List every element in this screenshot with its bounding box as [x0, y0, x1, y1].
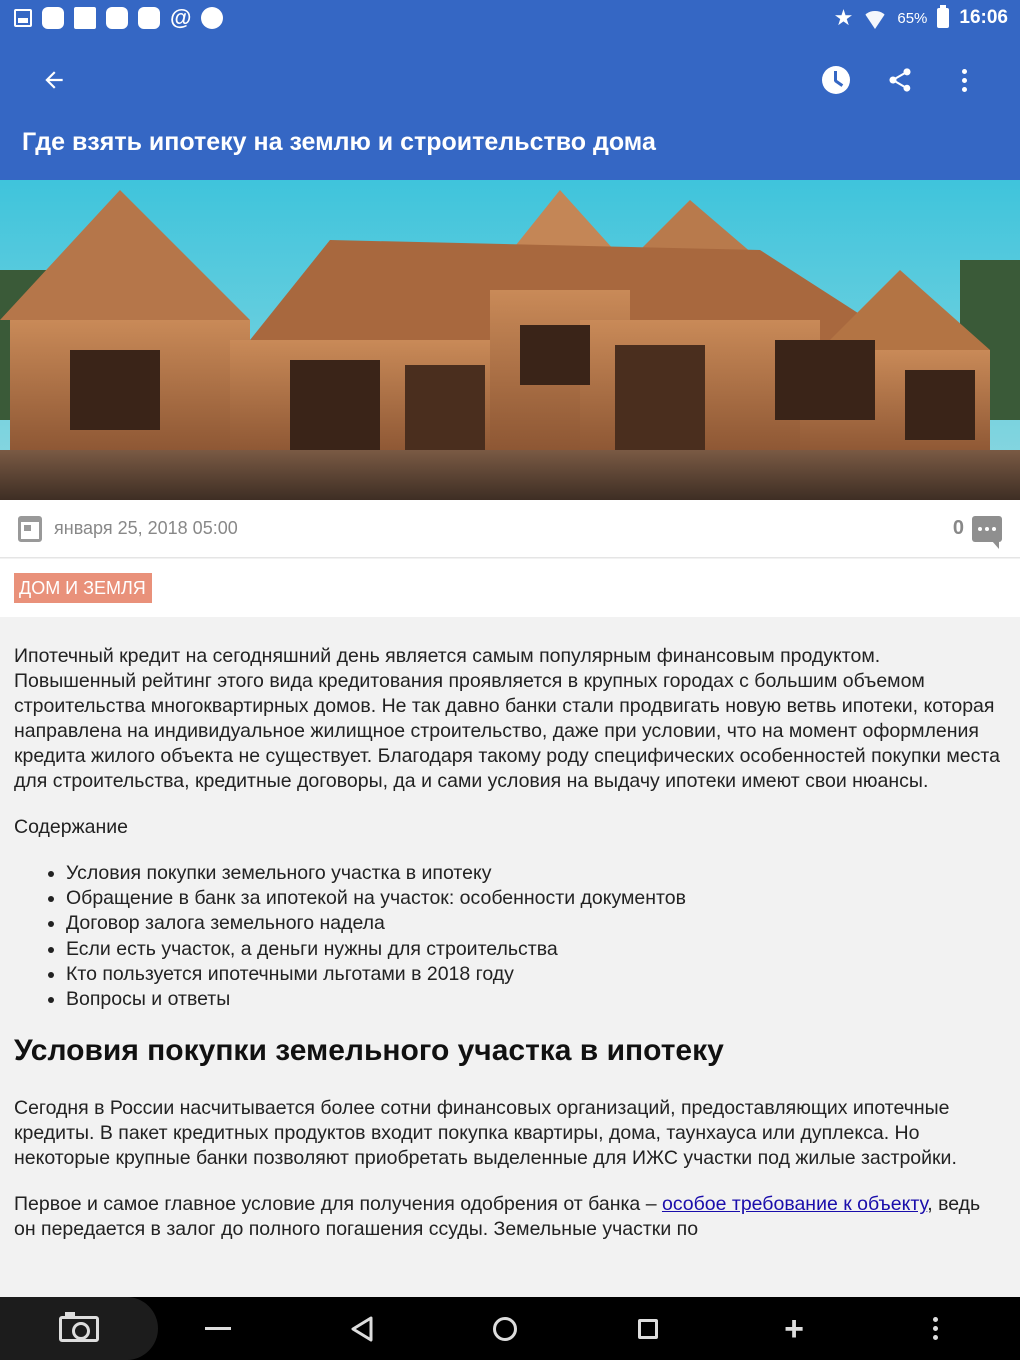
- share-icon: [886, 66, 914, 94]
- app-bar: [0, 36, 1020, 180]
- app-icon: [74, 7, 96, 29]
- page-title: Где взять ипотеку на землю и строительство дома: [22, 128, 656, 156]
- comment-count: 0: [952, 517, 964, 539]
- article-meta: [0, 500, 1020, 558]
- table-of-contents: [14, 861, 1006, 1012]
- toc-item[interactable]: • Если есть участок, а деньги нужны для строительства: [66, 937, 1006, 962]
- paragraph-text: , ведь он передается в залог до полного погашения ссуды. Земельные участки по: [14, 1193, 981, 1241]
- volume-down-button[interactable]: [188, 1297, 248, 1360]
- toc-label: Содержание: [14, 816, 128, 838]
- object-requirement-link[interactable]: особое требование к объекту: [661, 1193, 928, 1216]
- history-icon: [822, 66, 850, 94]
- volume-up-button[interactable]: [764, 1297, 824, 1360]
- at-icon: @: [170, 5, 192, 30]
- home-circle-icon: [493, 1317, 517, 1341]
- recent-square-icon: [638, 1319, 658, 1339]
- screenshot-button[interactable]: [0, 1297, 158, 1360]
- share-button[interactable]: [878, 58, 922, 102]
- house-construction-image: [0, 180, 1020, 500]
- intro-paragraph: Ипотечный кредит на сегодняшний день является самым популярным финансовым продуктом. Повышенный рейтинг этого вида кредитования проявляется в крупных городах с большим объемом строительства многоквартирных домов. Не так давно банки стали продвигать новую ветвь ипотеки, которая направлена на индивидуальное жилищное строительство, даже при условии, что на момент оформления кредита жилого объекта не существует. Благодаря такому роду специфических особенностей покупки места для строительства, кредитные договоры, да и сами условия на выдачу ипотеки имеют свои нюансы.: [14, 645, 1000, 792]
- body-paragraph: [14, 1192, 1006, 1242]
- publish-date: января 25, 2018 05:00: [54, 518, 238, 538]
- more-vertical-icon: [933, 1317, 938, 1340]
- category-tag[interactable]: ДОМ И ЗЕМЛЯ: [14, 573, 152, 603]
- comment-icon: [972, 516, 1002, 542]
- back-triangle-icon: [349, 1315, 375, 1343]
- minus-icon: [205, 1327, 231, 1330]
- app-icon: [106, 7, 128, 29]
- clock-time: 16:06: [959, 7, 1008, 28]
- hero-image: [0, 180, 1020, 500]
- system-icons: [834, 5, 1008, 31]
- comments-button[interactable]: [953, 516, 1002, 542]
- toc-item[interactable]: • Условия покупки земельного участка в ипотеку: [66, 861, 1006, 886]
- navigation-bar: [0, 1297, 1020, 1360]
- arrow-left-icon: [41, 67, 67, 93]
- nav-menu-button[interactable]: [905, 1297, 965, 1360]
- status-bar: [0, 0, 1020, 36]
- camera-icon: [59, 1316, 99, 1342]
- battery-percent: 65%: [897, 9, 928, 27]
- more-options-button[interactable]: [942, 58, 986, 102]
- image-icon: [14, 9, 32, 27]
- home-button[interactable]: [475, 1297, 535, 1360]
- app-bar-actions: [814, 58, 986, 102]
- history-button[interactable]: [814, 58, 858, 102]
- body-paragraph: Сегодня в России насчитывается более сотни финансовых организаций, предоставляющих ипотечные кредиты. В пакет кредитных продуктов входит покупка квартиры, дома, таунхауса или дуплекса. Но некоторые крупные банки позволяют приобретать выделенные для ИЖС участки под жилые застройки.: [14, 1097, 957, 1170]
- recent-apps-button[interactable]: [618, 1297, 678, 1360]
- calendar-icon: [18, 516, 42, 542]
- toc-item[interactable]: • Кто пользуется ипотечными льготами в 2018 году: [66, 962, 1006, 987]
- paragraph-text: Первое и самое главное условие для получения одобрения от банка –: [14, 1193, 662, 1216]
- back-button[interactable]: [32, 58, 76, 102]
- back-nav-button[interactable]: [332, 1297, 392, 1360]
- wifi-icon: [863, 11, 887, 29]
- plus-icon: +: [784, 1309, 804, 1348]
- app-icon: [42, 7, 64, 29]
- section-heading: Условия покупки земельного участка в ипотеку: [14, 1034, 724, 1068]
- send-icon: [201, 7, 223, 29]
- battery-icon: [937, 8, 949, 28]
- article-body: [0, 617, 1020, 1297]
- toc-item[interactable]: • Договор залога земельного надела: [66, 911, 1006, 936]
- more-icon: [962, 69, 967, 92]
- tag-row: [0, 559, 1020, 617]
- notification-icons: [14, 7, 223, 29]
- toc-item[interactable]: • Вопросы и ответы: [66, 987, 1006, 1012]
- toc-item[interactable]: • Обращение в банк за ипотекой на участок: особенности документов: [66, 886, 1006, 911]
- app-icon: [138, 7, 160, 29]
- star-icon: ★: [833, 5, 854, 30]
